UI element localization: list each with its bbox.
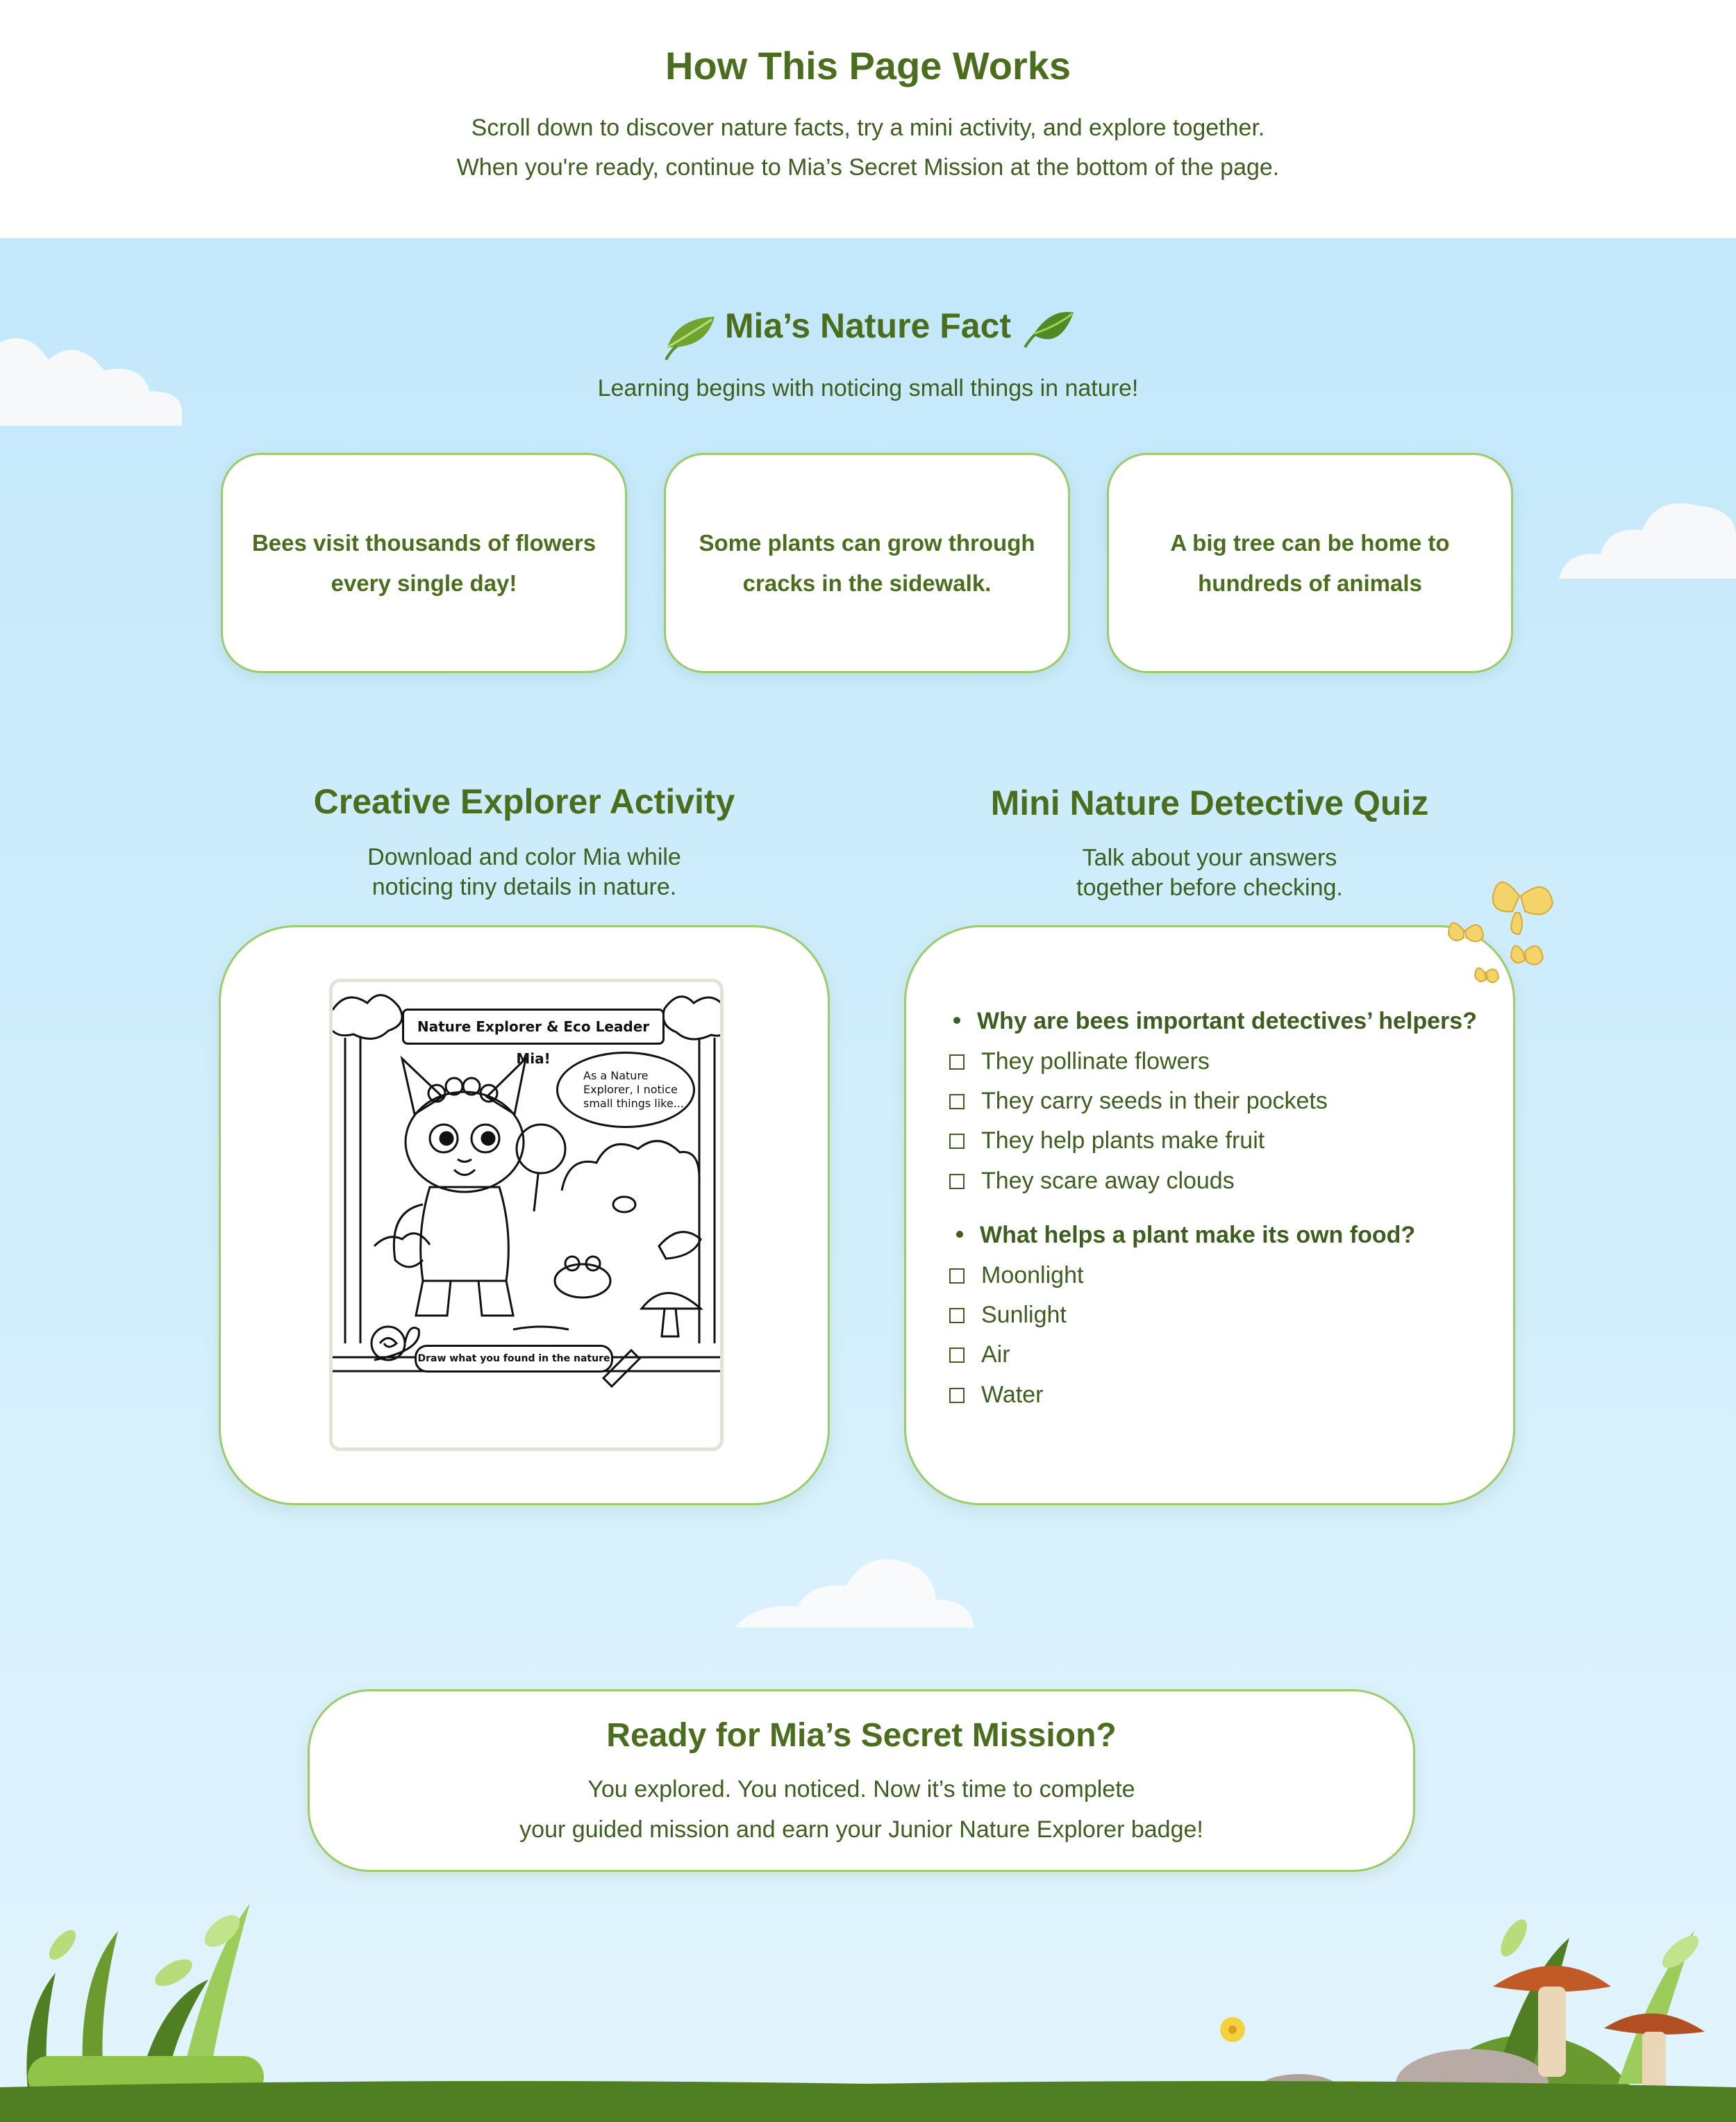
nature-fact-title: Mia’s Nature Fact (724, 306, 1012, 345)
quiz-option[interactable]: They carry seeds in their pockets (949, 1088, 1328, 1115)
fact-text: Some plants can grow through cracks in the sidewalk. (699, 529, 1035, 596)
coloring-page-download[interactable] (329, 979, 724, 1451)
secret-mission-cta[interactable] (308, 1689, 1415, 1872)
intro-line-2: When you're ready, continue to Mia’s Secret Mission at the bottom of the page. (456, 154, 1280, 181)
quiz-option[interactable]: They pollinate flowers (949, 1048, 1210, 1075)
checkbox[interactable] (949, 1388, 965, 1403)
activity-subtitle-2: noticing tiny details in nature. (372, 874, 677, 900)
coloring-speech-bubble: As a Nature Explorer, I notice small things like... (556, 1052, 695, 1128)
intro-line-1: Scroll down to discover nature facts, try a mini activity, and explore together. (471, 115, 1265, 141)
cloud-middle-decoration (735, 1551, 974, 1627)
coloring-draw-label: Draw what you found in the nature (415, 1345, 613, 1373)
fact-card-bees (221, 453, 627, 673)
activity-subtitle-1: Download and color Mia while (367, 844, 681, 870)
page-title: How This Page Works (665, 44, 1071, 88)
quiz-subtitle-1: Talk about your answers (1082, 845, 1337, 871)
how-it-works-header (0, 0, 1736, 238)
checkbox[interactable] (949, 1348, 965, 1363)
leaf-right-icon (1022, 306, 1078, 354)
checkbox[interactable] (949, 1308, 965, 1323)
quiz-option[interactable]: Sunlight (949, 1302, 1067, 1329)
quiz-question-2: What helps a plant make its own food? (956, 1222, 1415, 1249)
cta-title: Ready for Mia’s Secret Mission? (606, 1717, 1117, 1754)
quiz-question-1: Why are bees important detectives’ helpers? (953, 1008, 1477, 1035)
fact-card-tree (1107, 453, 1513, 673)
checkbox[interactable] (949, 1054, 965, 1070)
quiz-option[interactable]: Water (949, 1382, 1043, 1409)
checkbox[interactable] (949, 1094, 965, 1109)
fact-card-plants (664, 453, 1070, 673)
quiz-option[interactable]: Air (949, 1341, 1010, 1368)
cta-line-2: your guided mission and earn your Junior Nature Explorer badge! (519, 1816, 1203, 1843)
cloud-right-decoration (1559, 495, 1736, 579)
quiz-option[interactable]: Moonlight (949, 1262, 1083, 1289)
ground-foliage-decoration (0, 1875, 1736, 2122)
quiz-option[interactable]: They scare away clouds (949, 1168, 1235, 1195)
checkbox[interactable] (949, 1268, 965, 1284)
quiz-option[interactable]: They help plants make fruit (949, 1127, 1265, 1154)
activity-title: Creative Explorer Activity (313, 782, 735, 821)
fact-text: A big tree can be home to hundreds of animals (1170, 529, 1450, 596)
checkbox[interactable] (949, 1134, 965, 1149)
activity-panel (219, 925, 830, 1505)
checkbox[interactable] (949, 1174, 965, 1189)
quiz-panel (904, 925, 1515, 1505)
quiz-title: Mini Nature Detective Quiz (990, 784, 1429, 822)
nature-fact-subtitle: Learning begins with noticing small things in nature! (597, 375, 1139, 401)
quiz-subtitle-2: together before checking. (1076, 875, 1343, 901)
cta-line-1: You explored. You noticed. Now it’s time to complete (587, 1776, 1135, 1802)
coloring-page-title: Nature Explorer & Eco Leader Mia! (402, 1009, 665, 1045)
butterflies-icon (1443, 868, 1561, 1000)
fact-text: Bees visit thousands of flowers every single day! (251, 529, 596, 596)
